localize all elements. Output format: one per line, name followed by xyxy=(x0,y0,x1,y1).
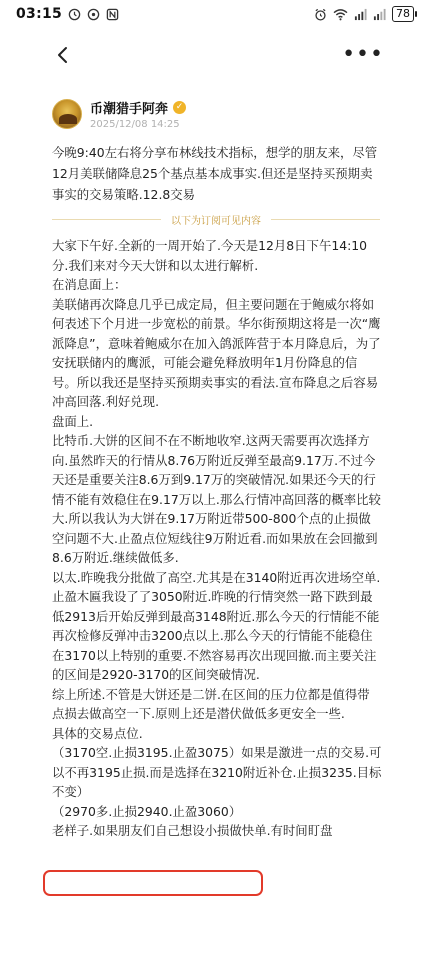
body-paragraph: 具体的交易点位. xyxy=(52,725,143,741)
body-paragraph: 美联储再次降息几乎已成定局，但主要问题在于鲍威尔将如何表述下个月进一步宽松的前景。华尔街预期这将是一次“鹰派降息”，意味着鲍威尔在加入鸽派阵营于本月降息后，为了安抚联储内的鹰派，可能会避免释放明年1月份降息的信号。所以我还是坚持买预期卖事实的看法.宣布降息之后容易冲高回落.利好兑现. xyxy=(52,296,381,409)
body-paragraph: 大家下午好.全新的一周开始了.今天是12月8日下午14:10分.我们来对今天大饼和以太进行解析. xyxy=(52,238,368,273)
body-paragraph: 以太.昨晚我分批做了高空.尤其是在3140附近再次进场空单.止盈木匾我设了了3050附近.昨晚的行情突然一路下跌到最低2913后开始反弹到最高3148附近.那么今天的行情能不能再次检修反弹冲击3200点以上.那么今天的行情能不能稳住在3170以上特别的重要.不然容易再次出现回撤.而主要关注的区间是2920-3170的区间突破情况. xyxy=(52,569,381,682)
verified-badge-icon: ✓ xyxy=(173,101,186,114)
status-bar xyxy=(0,0,428,28)
alarm-icon xyxy=(68,8,81,21)
alarm-clock-icon xyxy=(314,8,327,21)
battery-indicator: 78 xyxy=(392,6,414,22)
back-arrow-icon[interactable] xyxy=(52,44,74,66)
signal-icon-2 xyxy=(373,8,386,21)
body-paragraph: 综上所述.不管是大饼还是二饼.在区间的压力位都是值得带点损去做高空一下.原则上还是潜伏做低多更安全一些. xyxy=(52,686,370,721)
divider-line-right xyxy=(271,219,380,220)
body-paragraph: 比特币.大饼的区间不在不断地收窄.这两天需要再次选择方向.虽然昨天的行情从8.76万附近反弹至最高9.17万.不过今天还是重要关注8.6万到9.17万的突破情况.如果还今天的行情不能有效稳住在9.17万以上.那么行情冲高回落的概率比较大.所以我认为大饼在9.17万附近带500-800个点的止损做空问题不大.止盈点位短线往9万附近看.而如果放在会回撤到8.6万附近.继续做低多. xyxy=(52,433,381,565)
nav-bar xyxy=(0,36,428,74)
body-paragraph: 在消息面上： xyxy=(52,277,127,292)
signal-icon-1 xyxy=(354,8,367,21)
author-meta xyxy=(90,98,186,130)
more-options-icon[interactable]: ••• xyxy=(342,42,384,67)
red-highlight-annotation xyxy=(43,870,263,896)
post-date: 2025/12/08 14:25 xyxy=(90,119,180,130)
wifi-icon xyxy=(333,8,348,21)
paywall-divider-label: 以下为订阅可见内容 xyxy=(171,215,261,227)
author-name-row xyxy=(90,98,186,117)
body-paragraph-trade-eth-long: （2970多.止损2940.止盈3060） xyxy=(52,803,242,819)
notification-icon xyxy=(87,8,100,21)
nfc-icon xyxy=(106,8,119,21)
paywall-divider xyxy=(52,211,380,227)
author-header[interactable] xyxy=(52,94,186,134)
status-time: 03:15 xyxy=(16,6,63,22)
avatar[interactable] xyxy=(52,99,82,129)
body-paragraph: 老样子.如果朋友们自己想设小损做快单.有时间盯盘 xyxy=(52,823,333,838)
body-paragraph: 盘面上. xyxy=(52,413,94,429)
divider-line-left xyxy=(52,219,161,220)
post-body xyxy=(52,236,382,841)
author-name[interactable]: 币潮猎手阿奔 xyxy=(90,102,169,117)
body-paragraph-trade-eth-short: （3170空.止损3195.止盈3075）如果是激进一点的交易.可以不再3195止损.而是选择在3210附近补仓.止损3235.目标不变） xyxy=(52,745,382,799)
post-intro: 今晚9:40左右将分享布林线技术指标，想学的朋友来，尽管12月美联储降息25个基点基本成事实.但还是坚持买预期卖事实的交易策略.12.8交易 xyxy=(52,145,378,202)
